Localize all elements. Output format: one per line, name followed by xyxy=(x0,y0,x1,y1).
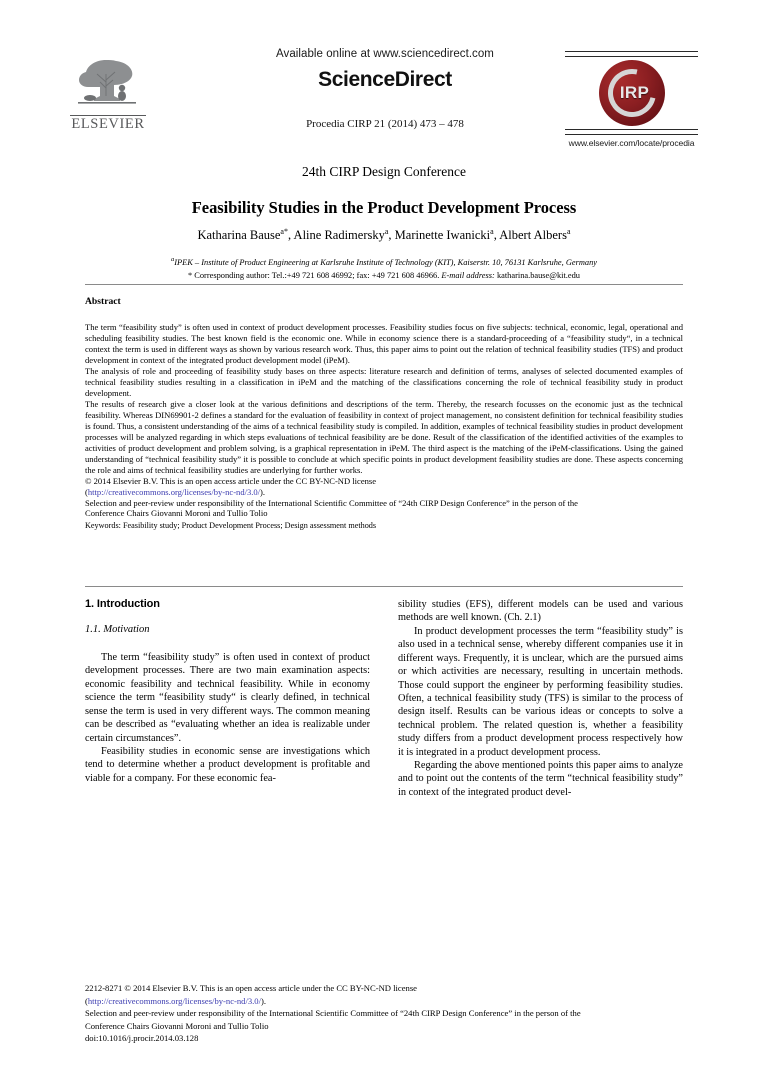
license-link[interactable]: http://creativecommons.org/licenses/by-nc-nd/3.0/ xyxy=(87,486,261,497)
keywords-line: Keywords: Feasibility study; Product Development Process; Design assessment methods xyxy=(85,521,377,531)
paren-open: ( xyxy=(85,486,88,497)
elsevier-wordmark: ELSEVIER xyxy=(71,116,145,132)
affiliation-marker: a xyxy=(170,256,175,264)
body-columns xyxy=(85,598,683,928)
elsevier-logo xyxy=(70,52,146,140)
column-left xyxy=(85,598,370,785)
publisher-url: www.elsevier.com/locate/procedia xyxy=(568,138,695,148)
email-label: E-mail address: xyxy=(441,271,495,281)
author-list: Katharina Bause$^{a*}$, Aline Radimersky$^a$, Marinette Iwanicki$^a$, Albert Albers$^a$ xyxy=(197,227,571,243)
cirp-logo-text: IRP xyxy=(619,83,650,102)
section-heading-introduction: 1. Introduction xyxy=(85,598,160,610)
body-paragraph: The term “feasibility study” is often used in context of product development processes. There are two main examination aspects: economic feasibility and technical feasibility. While in economy science the term “feasibility study“ is clearly defined, in technical sense the term is used in very different ways. The common meaning can be described as “evaluating whether an idea is realizable under certain circumstances”. xyxy=(85,652,370,744)
footer-peer-review-line: Selection and peer-review under responsibility of the International Scientific Committee of “24th CIRP Design Conference” in the person of the xyxy=(85,1008,581,1019)
footer-issn-copyright: 2212-8271 © 2014 Elsevier B.V. This is an open access article under the CC BY-NC-ND license xyxy=(85,983,417,993)
rule-below-abstract xyxy=(85,586,683,587)
rule-above-abstract xyxy=(85,284,683,285)
journal-masthead xyxy=(70,48,698,156)
abstract-license-line xyxy=(85,487,683,498)
abstract-section xyxy=(85,296,683,532)
corresponding-author-line xyxy=(70,270,698,281)
paren-close: ). xyxy=(260,995,266,1006)
body-paragraph: Feasibility studies in economic sense are investigations which tend to determine whether a product development is profitable and viable for a company. For these economic fea- xyxy=(85,745,370,784)
body-paragraph: In product development processes the term “feasibility study” is also used in a technical sense, whereby different companies use it in different ways. Frequently, it is unclear, which are the pursued aims or which activities are necessary, resulting in uncertain methods. Those could support the engineer by performing feasibility studies. Often, a technical feasibility study (TFS) is similar to the process of design itself. Results can be various ideas or concepts to solve a technical problem. The related question is, whether a feasibility study differs from a product development process respectively how it is integrated in a product development process. xyxy=(398,625,683,758)
journal-reference: Procedia CIRP 21 (2014) 473 – 478 xyxy=(306,118,464,130)
available-online-text: Available online at www.sciencedirect.com xyxy=(276,48,494,60)
body-paragraph: Regarding the above mentioned points this paper aims to analyze and to point out the contents of the term “technical feasibility study” in context of the integrated product devel- xyxy=(398,760,683,798)
paren-open: ( xyxy=(85,995,88,1006)
sciencedirect-brand: ScienceDirect xyxy=(318,68,452,91)
page-title: Feasibility Studies in the Product Development Process xyxy=(191,198,577,217)
abstract-heading: Abstract xyxy=(85,296,121,307)
page-footer xyxy=(85,982,683,1045)
abstract-paragraph: The analysis of role and proceeding of feasibility study bases on three aspects: literature research and definition of terms, analyses of selected documented examples of technical feasibility studies resulting in a classification in iPeM and the matching of the classifications concerning the role of technical feasibility study in product development. xyxy=(85,365,683,398)
title-block xyxy=(70,164,698,282)
masthead-center xyxy=(190,48,580,130)
subsection-heading-motivation: 1.1. Motivation xyxy=(85,624,150,635)
affiliation-line xyxy=(70,256,698,268)
abstract-paragraph: The results of research give a closer look at the various definitions and descriptions of the term. Thereby, the research focusses on the economic just as the technical feasibility. Whereas DIN69901-2 defines a standard for the evaluation of feasibility in context of project management, no consistent definition for technical feasibility studies is found. Thus, a consistent understanding of the aims of a technical feasibility study is compiled. In addition, examples of technical feasibility studies in product development processes will be analyzed regarding in which steps evaluations of technical feasibility are be done. Result of the classification of the identified activities of the examples to activities of product development and problem solving, is a graphical representation in iPeM. The third aspect is the matching of the iPeM-classifications. Using the gained understanding of “technical feasibility study” it is possible to conclude at which specific points in product development feasibility studies are done. These aspects concerning the role and aims of technical feasibility studies are underlying for further works. xyxy=(85,398,683,475)
corresponding-prefix: * Corresponding author: Tel.:+49 721 608 46992; fax: +49 721 608 46966. xyxy=(187,271,442,281)
paren-close: ). xyxy=(260,486,266,497)
elsevier-tree-icon xyxy=(70,52,144,114)
column-right xyxy=(398,598,683,799)
abstract-peer-review-line-2: Conference Chairs Giovanni Moroni and Tullio Tolio xyxy=(85,508,268,519)
abstract-copyright-line: © 2014 Elsevier B.V. This is an open access article under the CC BY-NC-ND license xyxy=(85,475,377,486)
affiliation-text: IPEK – Institute of Product Engineering at Karlsruhe Institute of Technology (KIT), Kaiserstr. 10, 76131 Karlsruhe, Germany xyxy=(174,257,597,267)
conference-name: 24th CIRP Design Conference xyxy=(301,164,467,179)
cirp-rule-bottom xyxy=(565,129,698,135)
license-link[interactable]: http://creativecommons.org/licenses/by-nc-nd/3.0/ xyxy=(87,995,261,1006)
cirp-disc-wrap xyxy=(565,57,698,129)
cirp-logo-block xyxy=(565,51,698,148)
abstract-paragraph: The term “feasibility study” is often used in context of product development processes. Feasibility studies focus on five subjects: technical, economic, legal, operational and scheduling feasibility studies. The best known field is the economic one. While in economy science there is a standard-proceeding of a “feasibility study“, in a technical context the term is used in different ways as shown by various research work. Thus, this paper aims to point out the relation of technical feasibility studies (TFS) and product development in context of the integrated product development model (iPeM). xyxy=(85,322,683,365)
corresponding-email: katharina.bause@kit.edu xyxy=(496,271,580,281)
body-paragraph: sibility studies (EFS), different models can be used and various methods are well known. (Ch. 2.1) xyxy=(398,599,683,624)
footer-doi: doi:10.1016/j.procir.2014.03.128 xyxy=(85,1033,199,1044)
abstract-peer-review-line: Selection and peer-review under responsibility of the International Scientific Committee of “24th CIRP Design Conference” in the person of the xyxy=(85,497,578,508)
footer-license-line xyxy=(85,995,683,1008)
cirp-logo-icon xyxy=(599,60,665,126)
footer-peer-review-line-2: Conference Chairs Giovanni Moroni and Tullio Tolio xyxy=(85,1020,269,1031)
